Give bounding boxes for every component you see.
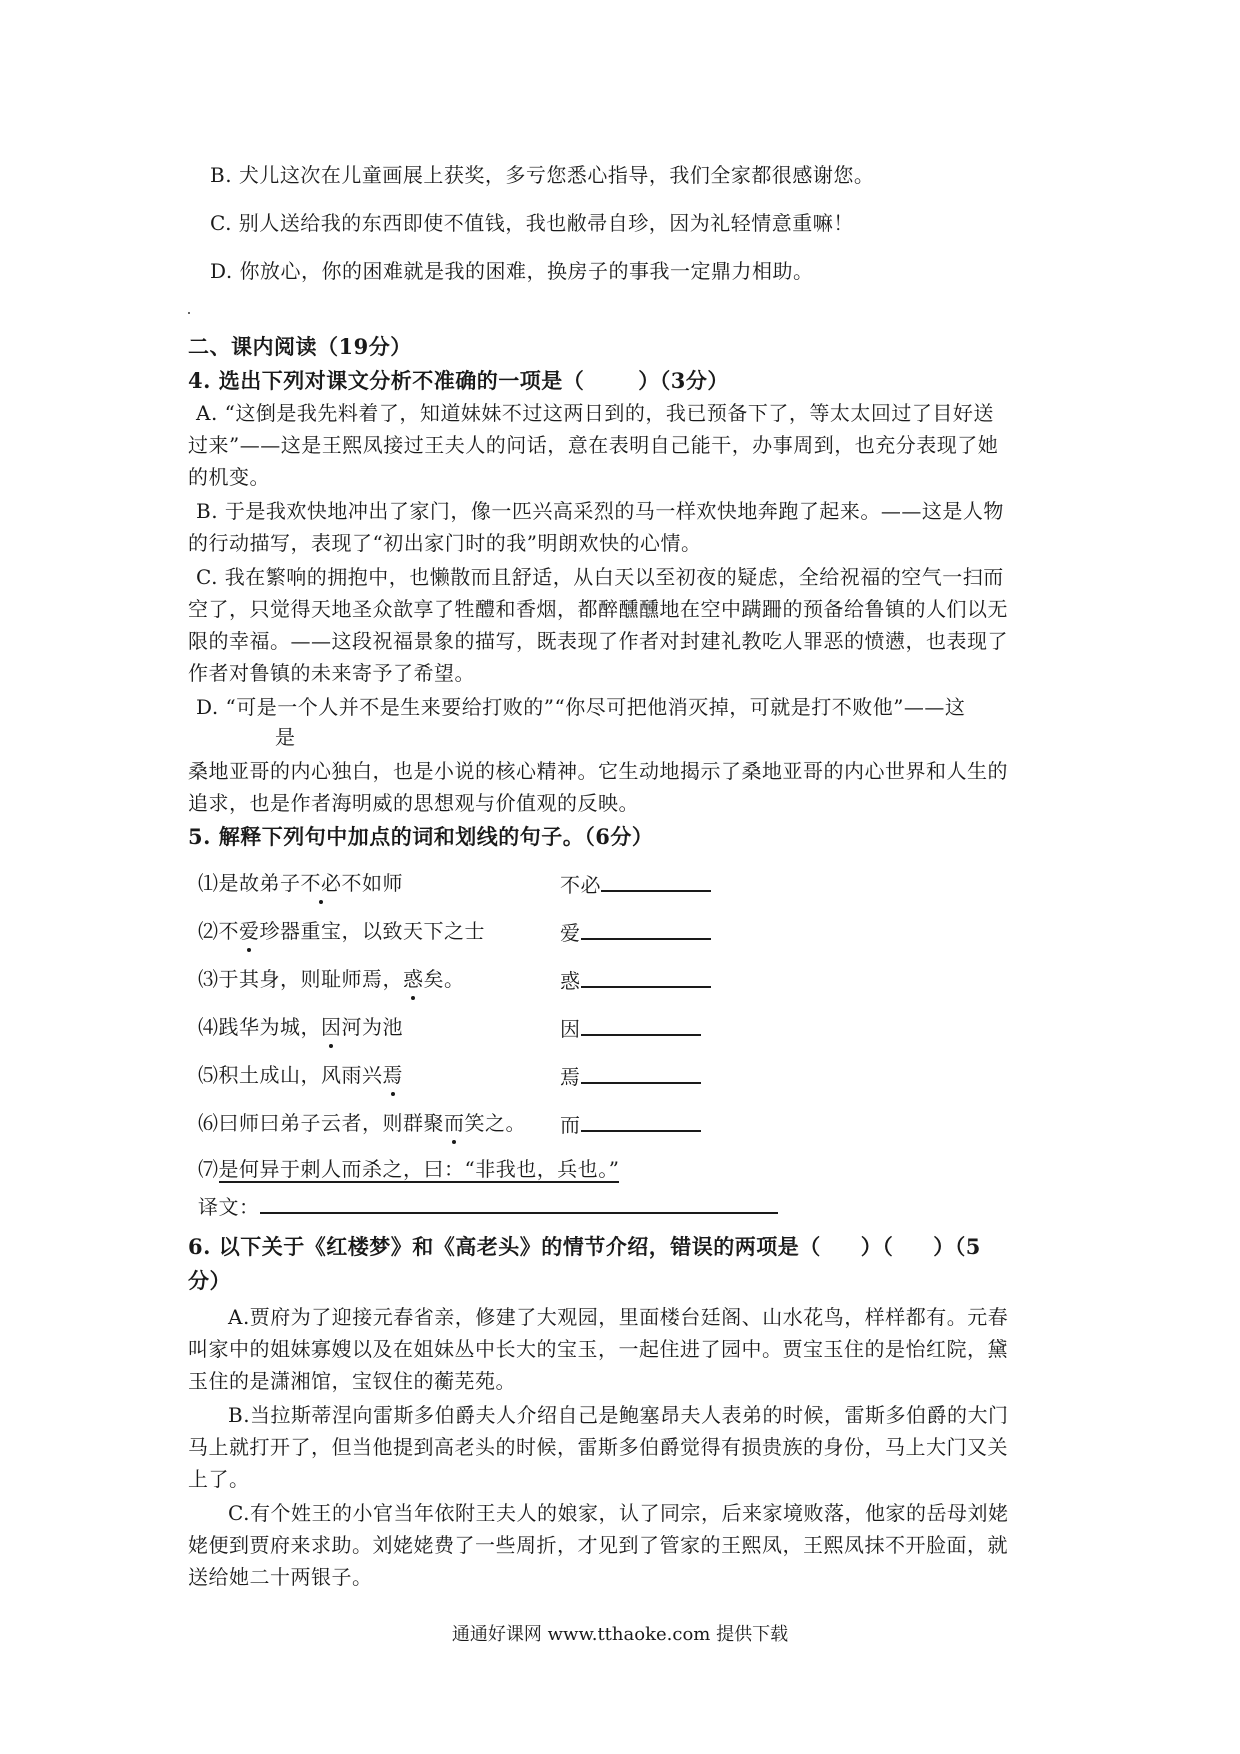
q6-b-line3: 上了。 (188, 1467, 250, 1491)
q4-b-line1: B. 于是我欢快地冲出了家门，像一匹兴高采烈的马一样欢快地奔跑了起来。——这是人物 (196, 499, 1004, 523)
dotted-word: 不必 (301, 868, 342, 898)
q5-translation: 译文： (198, 1190, 778, 1222)
q6-stem-line2: 分） (188, 1268, 231, 1293)
dotted-word: 惑 (403, 964, 424, 994)
dotted-word: 而 (444, 1108, 465, 1138)
q6-stem-line1: 6. 以下关于《红楼梦》和《高老头》的情节介绍，错误的两项是（ ）（ ）（5 (188, 1234, 981, 1259)
q4-d-line3: 桑地亚哥的内心独白，也是小说的核心精神。它生动地揭示了桑地亚哥的内心世界和人生的 (188, 759, 1008, 783)
q4-a-line2: 过来”——这是王熙凤接过王夫人的问话，意在表明自己能干，办事周到，也充分表现了她 (188, 433, 999, 457)
q5-item-7: ⑺是何异于刺人而杀之，曰：“非我也，兵也。” (198, 1157, 620, 1181)
q6-c-line2: 姥便到贾府来求助。刘姥姥费了一些周折，才见到了管家的王熙凤，王熙凤抹不开脸面，就 (188, 1533, 1008, 1557)
q4-c-line1: C. 我在繁响的拥抱中，也懒散而且舒适，从白天以至初夜的疑虑，全给祝福的空气一扫而 (196, 565, 1004, 589)
q6-b-line2: 马上就打开了，但当他提到高老头的时候，雷斯多伯爵觉得有损贵族的身份，马上大门又关 (188, 1435, 1008, 1459)
q4-d-line1: D. “可是一个人并不是生来要给打败的”“你尽可把他消灭掉，可就是打不败他”——这 (196, 695, 966, 719)
answer-blank[interactable] (581, 1012, 701, 1036)
q4-a-line3: 的机变。 (188, 465, 270, 489)
q5-item-4: ⑷践华为城，因河为池 (198, 1012, 403, 1042)
q4-stem-tail: ）（3分） (638, 368, 729, 393)
q4-c-line2: 空了，只觉得天地圣众歆享了牲醴和香烟，都醉醺醺地在空中蹒跚的预备给鲁镇的人们以无 (188, 597, 1008, 621)
q5-answer-3: 惑 (560, 964, 711, 996)
q4-b-line2: 的行动描写，表现了“初出家门时的我”明朗欢快的心情。 (188, 531, 702, 555)
q3-option-c: C. 别人送给我的东西即使不值钱，我也敝帚自珍，因为礼轻情意重嘛！ (210, 211, 854, 235)
q4-d-line4: 追求，也是作者海明威的思想观与价值观的反映。 (188, 791, 639, 815)
q6-c-line1: C.有个姓王的小官当年依附王夫人的娘家，认了同宗，后来家境败落，他家的岳母刘姥 (228, 1501, 1009, 1525)
q4-c-line4: 作者对鲁镇的未来寄予了希望。 (188, 661, 475, 685)
answer-blank[interactable] (581, 1108, 701, 1132)
q5-item-1: ⑴是故弟子不必不如师 (198, 868, 403, 898)
q4-c-line3: 限的幸福。——这段祝福景象的描写，既表现了作者对封建礼教吃人罪恶的愤懑，也表现了 (188, 629, 1008, 653)
q5-stem: 5. 解释下列句中加点的词和划线的句子。（6分） (188, 824, 654, 849)
q6-a-line2: 叫家中的姐妹寡嫂以及在姐妹丛中长大的宝玉，一起住进了园中。贾宝玉住的是怡红院，黛 (188, 1337, 1008, 1361)
dotted-word: 焉 (383, 1060, 404, 1090)
answer-blank[interactable] (581, 1060, 701, 1084)
q5-answer-1: 不必 (560, 868, 711, 900)
answer-blank[interactable] (581, 916, 711, 940)
q4-stem-text: 4. 选出下列对课文分析不准确的一项是（ (188, 368, 585, 393)
q6-a-line1: A.贾府为了迎接元春省亲，修建了大观园，里面楼台廷阁、山水花鸟，样样都有。元春 (228, 1305, 1009, 1329)
q3-option-b: B. 犬儿这次在儿童画展上获奖，多亏您悉心指导，我们全家都很感谢您。 (210, 163, 875, 187)
q5-item-5: ⑸积土成山，风雨兴焉 (198, 1060, 403, 1090)
q6-a-line3: 玉住的是潇湘馆，宝钗住的蘅芜苑。 (188, 1369, 516, 1393)
q3-option-d: D. 你放心，你的困难就是我的困难，换房子的事我一定鼎力相助。 (210, 259, 814, 283)
answer-blank[interactable] (601, 868, 711, 892)
section2-title: 二、课内阅读（19分） (188, 334, 412, 359)
q4-a-line1: A. “这倒是我先料着了，知道妹妹不过这两日到的，我已预备下了，等太太回过了目好送 (196, 401, 994, 425)
underlined-sentence: 是何异于刺人而杀之，曰：“非我也，兵也。” (218, 1157, 620, 1181)
q6-b-line1: B.当拉斯蒂涅向雷斯多伯爵夫人介绍自己是鲍塞昂夫人表弟的时候，雷斯多伯爵的大门 (228, 1403, 1009, 1427)
q5-item-2: ⑵不爱珍器重宝，以致天下之士 (198, 916, 485, 946)
scan-speck (188, 312, 190, 314)
q5-answer-6: 而 (560, 1108, 701, 1140)
q4-d-line2: 是 (275, 725, 296, 749)
translation-blank[interactable] (260, 1190, 778, 1214)
q5-answer-5: 焉 (560, 1060, 701, 1092)
page-footer: 通通好课网 www.tthaoke.com 提供下载 (451, 1624, 789, 1645)
q5-item-6: ⑹曰师曰弟子云者，则群聚而笑之。 (198, 1108, 526, 1138)
q5-item-3: ⑶于其身，则耻师焉，惑矣。 (198, 964, 465, 994)
dotted-word: 爱 (239, 916, 260, 946)
q5-answer-2: 爱 (560, 916, 711, 948)
answer-blank[interactable] (581, 964, 711, 988)
q6-c-line3: 送给她二十两银子。 (188, 1565, 373, 1589)
dotted-word: 因 (321, 1012, 342, 1042)
q4-stem (188, 366, 729, 396)
q5-answer-4: 因 (560, 1012, 701, 1044)
